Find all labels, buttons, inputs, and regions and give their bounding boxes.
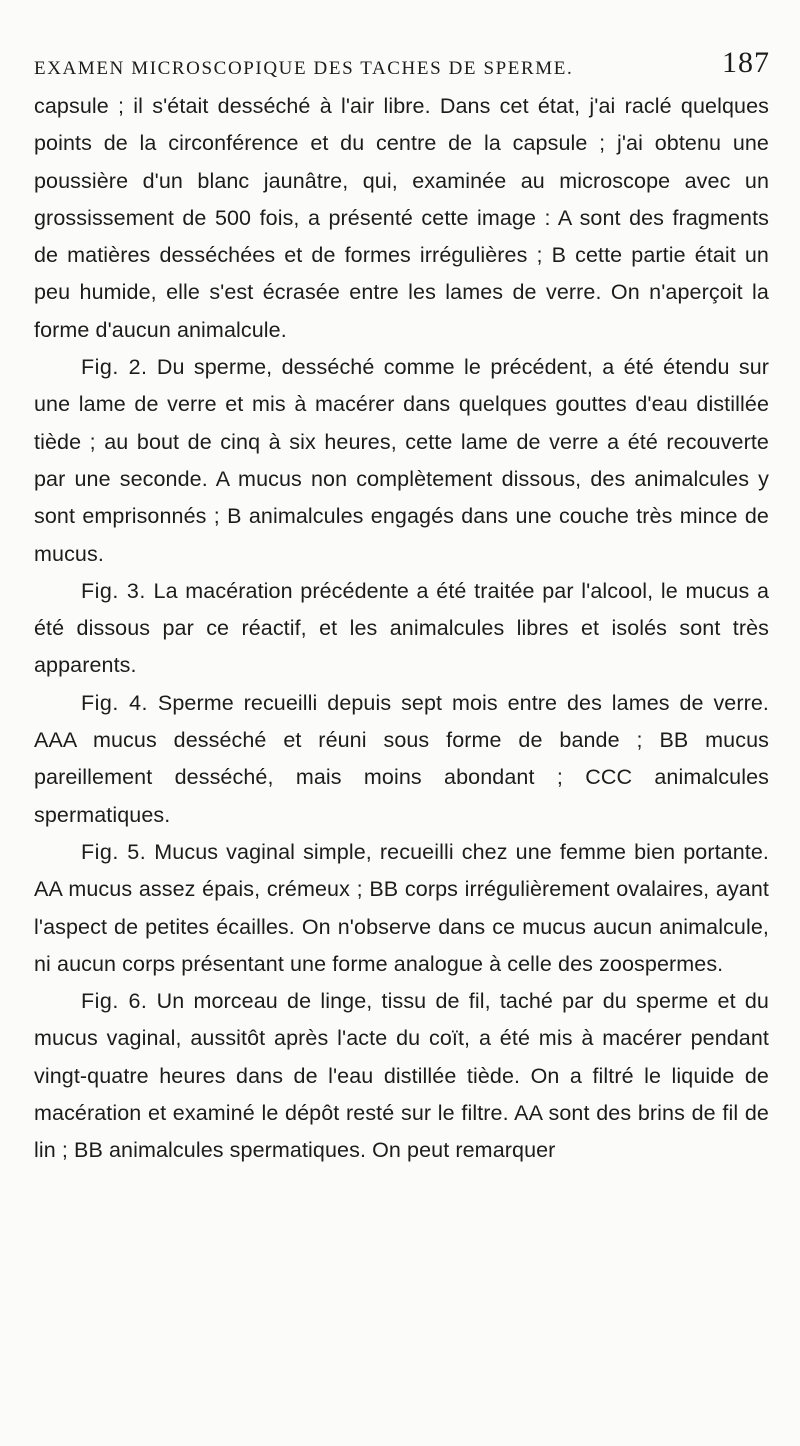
paragraph-fig-3 bbox=[34, 573, 769, 685]
figure-label: Fig. 3. bbox=[81, 578, 146, 603]
paragraph-text: Du sperme, desséché comme le précédent, a été étendu sur une lame de verre et mis à macérer dans quelques gouttes d'eau distillée tiède ; au bout de cinq à six heures, cette lame de verre a été recouverte par une seconde. A mucus non complètement dissous, des animalcules y sont emprisonnés ; B animalcules engagés dans une couche très mince de mucus. bbox=[34, 355, 770, 566]
running-head: EXAMEN MICROSCOPIQUE DES TACHES DE SPERME. bbox=[34, 58, 574, 79]
paragraph-text: Un morceau de linge, tissu de fil, taché par du sperme et du mucus vaginal, aussitôt après l'acte du coït, a été mis à macérer pendant vingt-quatre heures dans de l'eau distillée tiède. On a filtré le liquide de macération et examiné le dépôt resté sur le filtre. AA sont des brins de fil de lin ; BB animalcules spermatiques. On peut remarquer bbox=[34, 989, 769, 1163]
paragraph-fig-4 bbox=[34, 685, 769, 834]
figure-label: Fig. 4. bbox=[81, 690, 149, 715]
paragraph-continuation bbox=[34, 88, 769, 349]
paragraph-fig-2 bbox=[34, 349, 769, 573]
paragraph-text: Sperme recueilli depuis sept mois entre des lames de verre. AAA mucus desséché et réuni sous forme de bande ; BB mucus pareillement desséché, mais moins abondant ; CCC animalcules spermatiques. bbox=[34, 690, 770, 827]
paragraph-text: La macération précédente a été traitée par l'alcool, le mucus a été dissous par ce réactif, et les animalcules libres et isolés sont très apparents. bbox=[34, 578, 770, 678]
page-number: 187 bbox=[722, 46, 770, 79]
paragraph-fig-6 bbox=[34, 983, 769, 1169]
body-text bbox=[34, 88, 769, 1170]
paragraph-text: Mucus vaginal simple, recueilli chez une femme bien portante. AA mucus assez épais, crémeux ; BB corps irrégulièrement ovalaires, ayant l'aspect de petites écailles. On n'observe dans ce mucus aucun animalcule, ni aucun corps présentant une forme analogue à celle des zoospermes. bbox=[34, 839, 769, 976]
figure-label: Fig. 6. bbox=[81, 989, 148, 1014]
paragraph-fig-5 bbox=[34, 834, 769, 983]
paragraph-text: capsule ; il s'était desséché à l'air libre. Dans cet état, j'ai raclé quelques points de la circonférence et du centre de la capsule ; j'ai obtenu une poussière d'un blanc jaunâtre, qui, examinée au microscope avec un grossissement de 500 fois, a présenté cette image : A sont des fragments de matières desséchées et de formes irrégulières ; B cette partie était un peu humide, elle s'est écrasée entre les lames de verre. On n'aperçoit la forme d'aucun animalcule. bbox=[34, 94, 769, 342]
figure-label: Fig. 2. bbox=[81, 355, 148, 380]
figure-label: Fig. 5. bbox=[81, 839, 147, 864]
page-header bbox=[34, 46, 770, 90]
